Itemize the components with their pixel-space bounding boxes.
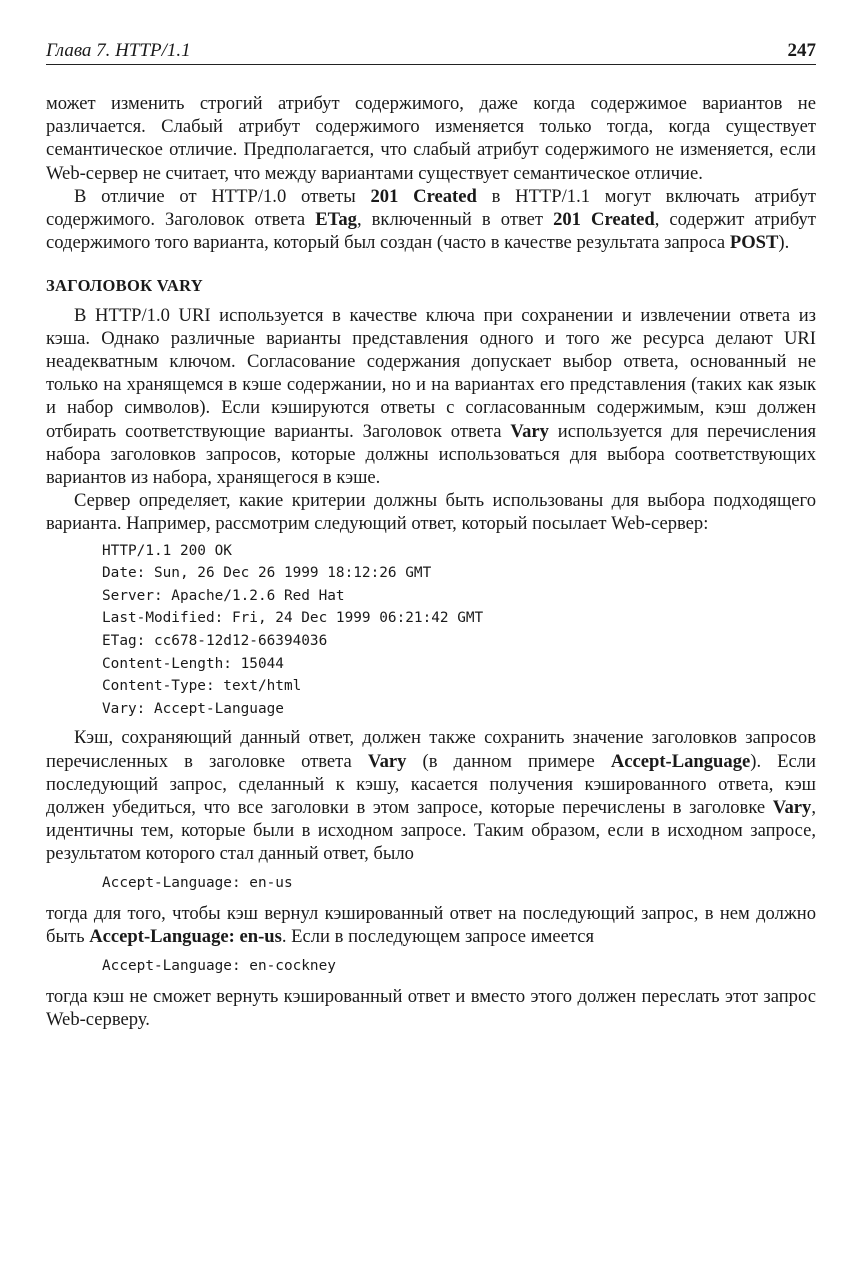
text-run: тогда для того, чтобы кэш вернул кэшированный ответ на последующий запрос, в нем должно быть	[46, 903, 816, 948]
text-run: , идентичны тем, которые были в исходном запросе. Таким образом, если в исходном запросе, результатом которого стал данный ответ, было	[46, 797, 816, 865]
text-run: (в данном примере	[406, 750, 611, 772]
page-body	[46, 92, 816, 1032]
text-run: . Если в последующем запросе имеется	[281, 926, 595, 948]
paragraph-2	[46, 185, 816, 255]
paragraph-3	[46, 304, 816, 490]
text-run: В HTTP/1.0 URI используется в качестве ключа при сохранении и извлечении ответа из кэша. Однако различные варианты представления одного и того же ресурса делают URI неадекватным ключом. Согласование содержания допускает выбор ответа, основанный не только на хранящемся в кэше содержании, но и на вариантах его представления (таких как язык и набор символов). Если кэшируются ответы с согласованным содержимым, кэш должен отбирать соответствующие варианты. Заголовок ответа	[46, 304, 816, 442]
page-header	[46, 40, 816, 62]
bold-term: Accept-Language: en-us	[89, 926, 282, 948]
header-divider	[46, 64, 816, 65]
text-run: в HTTP/1.1 могут включать атрибут содержимого. Заголовок ответа	[46, 185, 816, 231]
text-run: В отличие от HTTP/1.0 ответы	[74, 185, 371, 207]
paragraph-7: тогда кэш не сможет вернуть кэшированный ответ и вместо этого должен переслать этот запрос Web-серверу.	[46, 986, 816, 1031]
code-line: Vary: Accept-Language	[102, 700, 284, 717]
bold-term: Accept-Language	[610, 750, 751, 772]
bold-term: Vary	[367, 750, 407, 772]
bold-term: 201 Created	[370, 185, 477, 207]
text-run: , содержит атрибут содержимого того варианта, который был создан (часто в качестве результата запроса	[46, 209, 816, 254]
code-block-en-cockney: Accept-Language: en-cockney	[102, 957, 336, 974]
paragraph-1: может изменить строгий атрибут содержимого, даже когда содержимое вариантов не различается. Слабый атрибут содержимого изменяется только тогда, когда существует семантическое отличие. Предполагается, что слабый атрибут содержимого не изменяется, если Web-сервер не считает, что между вариантами существует семантическое отличие.	[46, 93, 816, 184]
chapter-title: Глава 7. HTTP/1.1	[46, 40, 191, 61]
code-line: Content-Length: 15044	[102, 655, 284, 672]
bold-term: ETag	[315, 209, 357, 231]
text-run: используется для перечисления набора заголовков запросов, которые должны использоваться для выбора соответствующих вариантов из набора, хранящегося в кэше.	[46, 420, 816, 489]
code-line: Content-Type: text/html	[102, 678, 302, 695]
page-number: 247	[787, 40, 816, 61]
text-run: , включенный в ответ	[356, 209, 554, 231]
text-run: Кэш, сохраняющий данный ответ, должен также сохранить значение заголовков запросов перечисленных в заголовке ответа	[46, 727, 816, 772]
section-heading: ЗАГОЛОВОК VARY	[46, 276, 203, 296]
bold-term: POST	[729, 232, 779, 254]
text-run: ). Если последующий запрос, сделанный к кэшу, касается получения кэшированного ответа, кэш должен убедиться, что все заголовки в этом запросе, которые перечислены в заголовке	[46, 750, 817, 819]
code-line: Date: Sun, 26 Dec 26 1999 18:12:26 GMT	[102, 565, 432, 582]
paragraph-5	[46, 726, 816, 865]
code-line: ETag: cc678-12d12-66394036	[102, 633, 328, 650]
code-block-response	[102, 540, 816, 721]
code-line: HTTP/1.1 200 OK	[102, 542, 232, 559]
code-line: Last-Modified: Fri, 24 Dec 1999 06:21:42 GMT	[102, 610, 484, 627]
paragraph-4: Сервер определяет, какие критерии должны быть использованы для выбора подходящего варианта. Например, рассмотрим следующий ответ, который посылает Web-сервер:	[46, 490, 816, 535]
bold-term: Vary	[772, 797, 812, 819]
code-block-en-us: Accept-Language: en-us	[102, 874, 293, 891]
bold-term: 201 Created	[553, 209, 655, 231]
bold-term: Vary	[510, 420, 549, 442]
code-line: Server: Apache/1.2.6 Red Hat	[102, 587, 345, 604]
paragraph-6	[46, 902, 816, 948]
text-run: ).	[778, 232, 790, 254]
